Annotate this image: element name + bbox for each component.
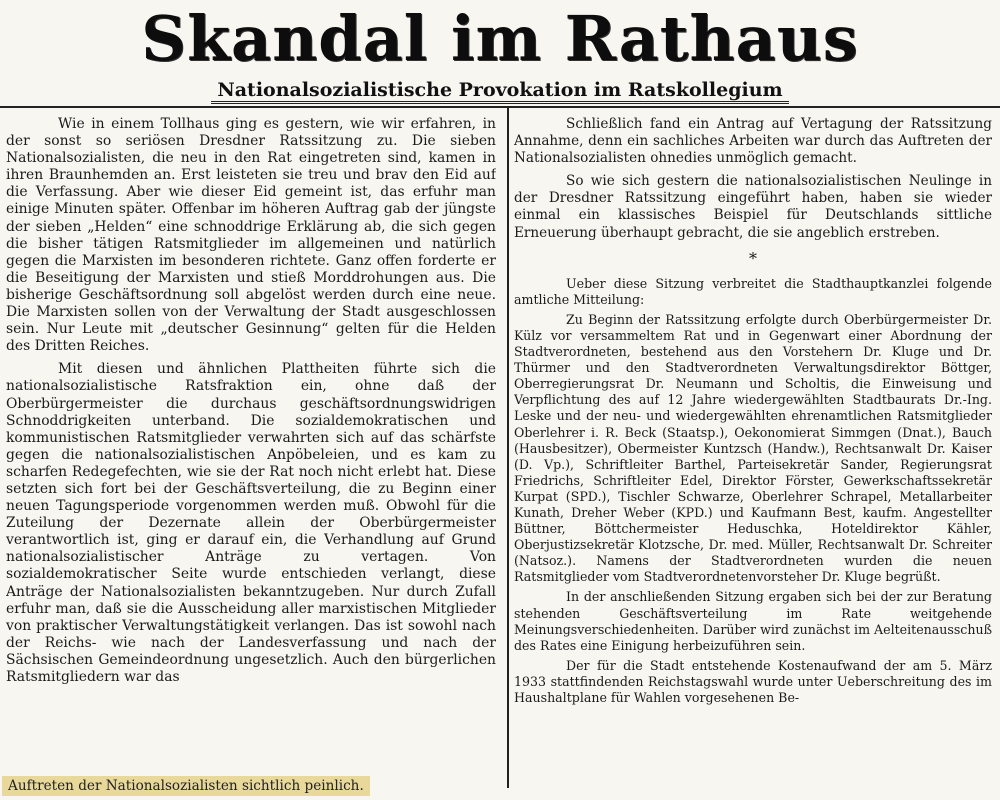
top-rule — [0, 106, 1000, 108]
notice-paragraph: Zu Beginn der Ratssitzung erfolgte durch Oberbürgermeister Dr. Külz vor versammeltem Rat und in Gegenwart einer Abordnung der Stadtverordneten, bestehend aus den Vorstehern Dr. Kluge und Dr. Thürmer und den Stadtverordneten Verwaltungsdirektor Böttger, Oberregierungsrat Dr. Neumann und Scholtis, die Einweisung und Verpflichtung des auf 12 Jahre wiedergewählten Stadtbaurats Dr.-Ing. Leske und der neu- und wiedergewählten ehrenamtlichen Ratsmitglieder Oberlehrer i. R. Beck (Staatsp.), Oekonomierat Simmgen (Dnat.), Bauch (Hausbesitzer), Obermeister Kuntzsch (Handw.), Rechtsanwalt Dr. Kaiser (D. Vp.), Schriftleiter Barthel, Parteisekretär Sander, Regierungsrat Friedrichs, Schriftleiter Edel, Direktor Förster, Gewerkschaftssekretär Kurpat (SPD.), Tischler Schwarze, Oberlehrer Schrapel, Metallarbeiter Kunath, Dreher Weber (KPD.) und Kaufmann Best, kaufm. Angestellter Büttner, Böttchermeister Heduschka, Hoteldirektor Kähler, Oberjustizsekretär Klotzsche, Dr. med. Müller, Rechtsanwalt Dr. Schreiter (Natsoz.). Namens der Stadtverordneten wurden die neuen Ratsmitglieder vom Stadtverordnetenvorsteher Dr. Kluge begrüßt. — [514, 311, 992, 585]
section-separator: * — [749, 248, 757, 268]
notice-paragraph: Ueber diese Sitzung verbreitet die Stadthauptkanzlei folgende amtliche Mitteilung: — [514, 275, 992, 307]
left-column — [6, 116, 496, 786]
right-paragraph: So wie sich gestern die nationalsozialistischen Neulinge in der Dresdner Ratssitzung eingeführt haben, haben sie wieder einmal ein klassisches Beispiel für Deutschlands sittliche Erneuerung überhaupt gebracht, die sie angeblich erstreben. — [514, 173, 992, 241]
right-column — [514, 116, 992, 786]
left-paragraph: Mit diesen und ähnlichen Plattheiten führte sich die nationalsozialistische Ratsfraktion ein, ohne daß der Oberbürgermeister die durchaus geschäftsordnungswidrigen Schnoddrigkeiten unterband. Die sozialdemokratischen und kommunistischen Ratsmitglieder verwahrten sich auf das schärfste gegen die nationalsozialistischen Anpöbeleien, und es kam zu scharfen Redegefechten, wie sie der Rat noch nicht erlebt hat. Diese setzten sich fort bei der Geschäftsverteilung, die zu Beginn einer neuen Tagungsperiode vorgenommen werden muß. Obwohl für die Zuteilung der Dezernate allein der Oberbürgermeister verantwortlich ist, ging er darauf ein, die Verhandlung auf Grund nationalsozialistischer Anträge zu vertagen. Von sozialdemokratischer Seite wurde entschieden verlangt, diese Anträge der Nationalsozialisten bekanntzugeben. Nur durch Zufall erfuhr man, daß sie die Ausscheidung aller marxistischen Mitglieder von praktischer Verwaltungstätigkeit verlangen. Das ist sowohl nach der Reichs- wie nach der Landesverfassung und nach der Sächsischen Gemeindeordnung ungesetzlich. Auch den bürgerlichen Ratsmitgliedern war das — [6, 361, 496, 685]
column-rule — [507, 108, 509, 788]
subheadline — [0, 78, 1000, 102]
notice-paragraph: In der anschließenden Sitzung ergaben sich bei der zur Beratung stehenden Geschäftsverteilung im Rate weitgehende Meinungsverschiedenheiten. Darüber wird zunächst im Aelteitenausschuß des Rates eine Einigung herbeizuführen sein. — [514, 589, 992, 653]
right-paragraph: Schließlich fand ein Antrag auf Vertagung der Ratssitzung Annahme, denn ein sachliches Arbeiten war durch das Auftreten der Nationalsozialisten ohnedies unmöglich gemacht. — [514, 116, 992, 167]
notice-paragraph: Der für die Stadt entstehende Kostenaufwand der am 5. März 1933 stattfindenden Reichstagswahl wurde unter Ueberschreitung des im Haushaltplane für Wahlen vorgesehenen Be- — [514, 657, 992, 705]
headline: Skandal im Rathaus — [141, 2, 859, 75]
left-paragraph: Wie in einem Tollhaus ging es gestern, wie wir erfahren, in der sonst so seriösen Dresdner Ratssitzung zu. Die sieben Nationalsozialisten, die neu in den Rat eingetreten sind, kamen in ihren Braunhemden an. Erst leisteten sie treu und brav den Eid auf die Verfassung. Aber wie dieser Eid gemeint ist, das erfuhr man einige Minuten später. Offenbar im höheren Auftrag gab der jüngste der sieben „Helden“ eine schnoddrige Erklärung ab, die sich gegen die bisher tätigen Ratsmitglieder im allgemeinen und natürlich gegen die Marxisten im besonderen richtete. Ganz offen forderte er die Beseitigung der Marxisten und stieß Morddrohungen aus. Die bisherige Geschäftsordnung soll abgelöst werden durch eine neue. Die Marxisten sollen von der Verwaltung der Stadt ausgeschlossen sein. Nur Leute mit „deutscher Gesinnung“ gelten für die Helden des Dritten Reiches. — [6, 116, 496, 355]
subheadline-text: Nationalsozialistische Provokation im Ratskollegium — [211, 79, 788, 104]
highlighted-continuation-line: Auftreten der Nationalsozialisten sichtlich peinlich. — [2, 776, 370, 796]
